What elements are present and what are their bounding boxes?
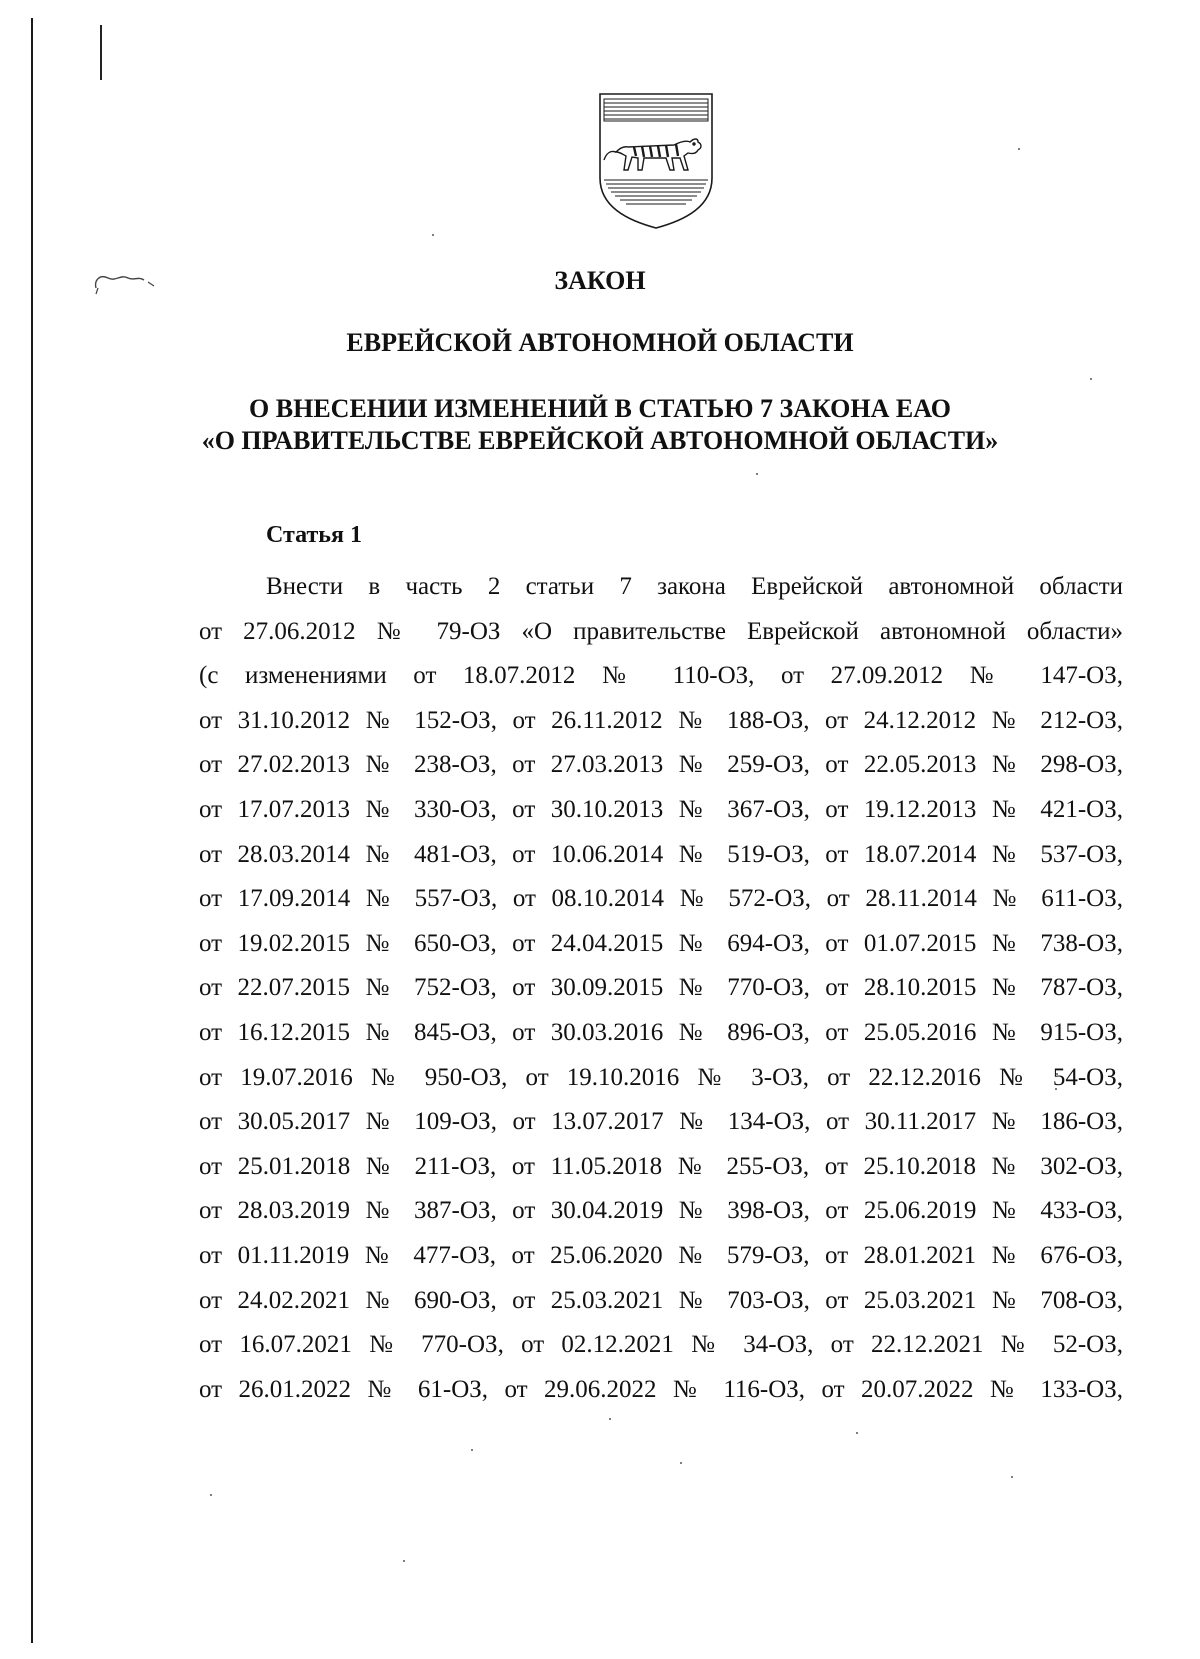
scan-speck [856, 1432, 858, 1434]
region-heading: ЕВРЕЙСКОЙ АВТОНОМНОЙ ОБЛАСТИ [346, 328, 854, 357]
scan-speck [210, 1494, 212, 1496]
body-line: от 30.05.2017 № 109-ОЗ, от 13.07.2017 № 134-ОЗ, от 30.11.2017 № 186-ОЗ, [199, 1108, 1123, 1136]
body-line: от 24.02.2021 № 690-ОЗ, от 25.03.2021 № 703-ОЗ, от 25.03.2021 № 708-ОЗ, [199, 1286, 1123, 1314]
scan-speck [609, 1418, 611, 1420]
body-line: от 17.07.2013 № 330-ОЗ, от 30.10.2013 № 367-ОЗ, от 19.12.2013 № 421-ОЗ, [199, 795, 1123, 823]
body-line: от 27.06.2012 № 79-ОЗ «О правительстве Еврейской автономной области» [199, 617, 1123, 645]
law-title [0, 393, 1200, 457]
body-line: от 26.01.2022 № 61-ОЗ, от 29.06.2022 № 116-ОЗ, от 20.07.2022 № 133-ОЗ, [199, 1375, 1123, 1403]
article-heading: Статья 1 [266, 522, 362, 548]
law-heading: ЗАКОН [554, 266, 646, 295]
law-title-line: «О ПРАВИТЕЛЬСТВЕ ЕВРЕЙСКОЙ АВТОНОМНОЙ ОБЛАСТИ» [201, 426, 999, 455]
scan-speck [432, 234, 434, 236]
scan-left-edge [31, 18, 33, 1643]
scan-speck [680, 1462, 682, 1464]
body-line: от 25.01.2018 № 211-ОЗ, от 11.05.2018 № 255-ОЗ, от 25.10.2018 № 302-ОЗ, [199, 1152, 1123, 1180]
scan-speck [1011, 1476, 1013, 1478]
body-line: Внести в часть 2 статьи 7 закона Еврейской автономной области [266, 573, 1123, 600]
body-line: от 19.07.2016 № 950-ОЗ, от 19.10.2016 № 3-ОЗ, от 22.12.2016 № 54-ОЗ, [199, 1063, 1123, 1091]
body-line: от 01.11.2019 № 477-ОЗ, от 25.06.2020 № 579-ОЗ, от 28.01.2021 № 676-ОЗ, [199, 1241, 1123, 1269]
body-line: от 19.02.2015 № 650-ОЗ, от 24.04.2015 № 694-ОЗ, от 01.07.2015 № 738-ОЗ, [199, 929, 1123, 957]
scan-mark [100, 25, 102, 80]
body-line: от 22.07.2015 № 752-ОЗ, от 30.09.2015 № 770-ОЗ, от 28.10.2015 № 787-ОЗ, [199, 974, 1123, 1002]
coat-of-arms-tiger-icon [594, 90, 718, 230]
scan-speck [1090, 378, 1092, 380]
scan-speck [756, 473, 758, 475]
body-line: (с изменениями от 18.07.2012 № 110-ОЗ, от 27.09.2012 № 147-ОЗ, [199, 662, 1123, 690]
body-line: от 28.03.2014 № 481-ОЗ, от 10.06.2014 № 519-ОЗ, от 18.07.2014 № 537-ОЗ, [199, 840, 1123, 868]
scan-speck [403, 1560, 405, 1562]
body-line: от 16.12.2015 № 845-ОЗ, от 30.03.2016 № 896-ОЗ, от 25.05.2016 № 915-ОЗ, [199, 1018, 1123, 1046]
article-body [199, 565, 1123, 1412]
scan-speck [471, 1449, 473, 1451]
law-title-line: О ВНЕСЕНИИ ИЗМЕНЕНИЙ В СТАТЬЮ 7 ЗАКОНА ЕАО [249, 394, 951, 423]
body-line: от 27.02.2013 № 238-ОЗ, от 27.03.2013 № 259-ОЗ, от 22.05.2013 № 298-ОЗ, [199, 751, 1123, 779]
body-line: от 17.09.2014 № 557-ОЗ, от 08.10.2014 № 572-ОЗ, от 28.11.2014 № 611-ОЗ, [199, 885, 1123, 913]
body-line: от 31.10.2012 № 152-ОЗ, от 26.11.2012 № 188-ОЗ, от 24.12.2012 № 212-ОЗ, [199, 706, 1123, 734]
scan-speck [1018, 148, 1020, 150]
body-line: от 28.03.2019 № 387-ОЗ, от 30.04.2019 № 398-ОЗ, от 25.06.2019 № 433-ОЗ, [199, 1197, 1123, 1225]
body-line: от 16.07.2021 № 770-ОЗ, от 02.12.2021 № 34-ОЗ, от 22.12.2021 № 52-ОЗ, [199, 1331, 1123, 1359]
